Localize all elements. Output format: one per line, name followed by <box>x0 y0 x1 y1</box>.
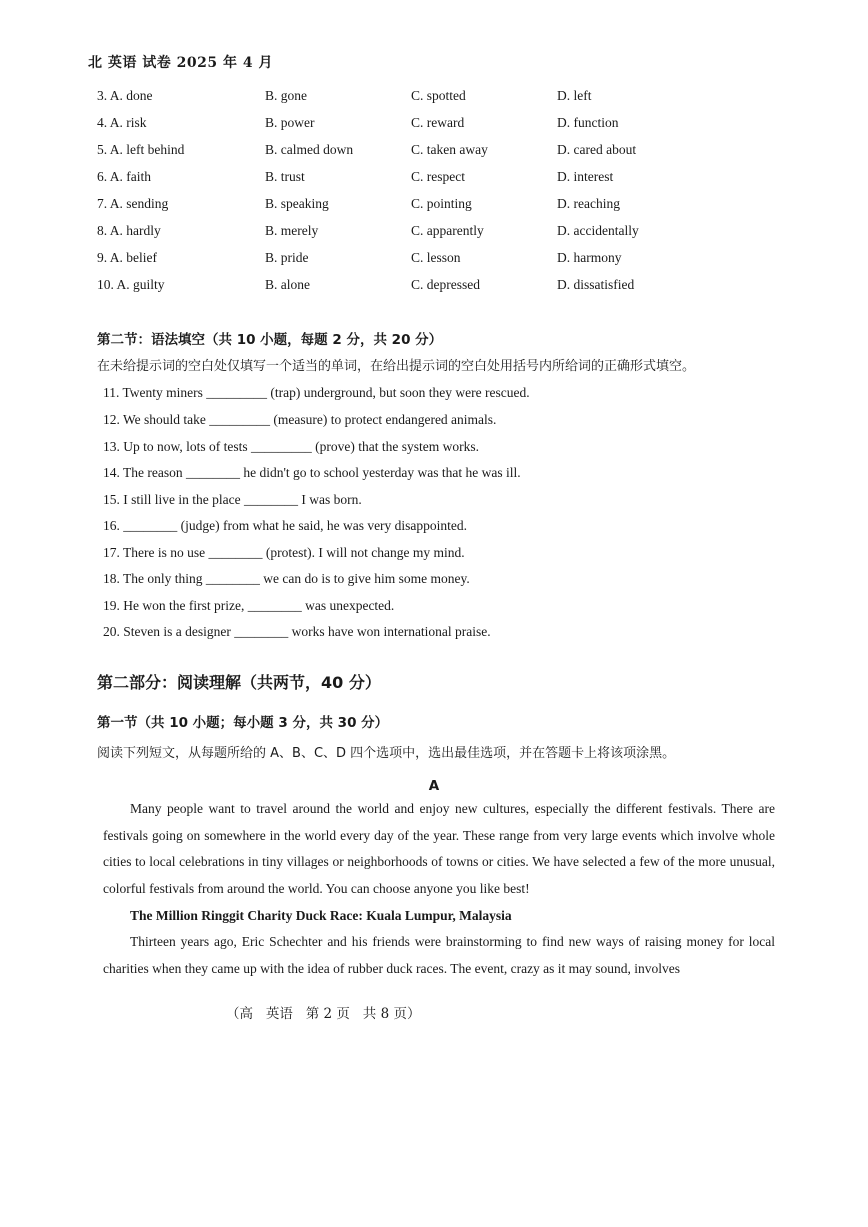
option-d: D. dissatisfied <box>557 277 635 292</box>
option-c: C. reward <box>411 115 465 130</box>
option-b: B. trust <box>265 169 305 184</box>
option-c: C. pointing <box>411 196 472 211</box>
grammar-item-15: 15. I still live in the place ________ I was born. <box>103 492 362 507</box>
option-a: 9. A. belief <box>97 250 157 265</box>
option-c: C. respect <box>411 169 465 184</box>
option-row-9 <box>0 250 868 270</box>
grammar-item-16: 16. ________ (judge) from what he said, he was very disappointed. <box>103 518 468 533</box>
option-b: B. speaking <box>265 196 329 211</box>
passage-subheading: The Million Ringgit Charity Duck Race: Kuala Lumpur, Malaysia <box>130 908 512 923</box>
option-c: C. taken away <box>411 142 488 157</box>
option-d: D. harmony <box>557 250 622 265</box>
option-c: C. spotted <box>411 88 466 103</box>
option-b: B. alone <box>265 277 310 292</box>
option-row-7 <box>0 196 868 216</box>
option-d: D. cared about <box>557 142 637 157</box>
option-row-10 <box>0 277 868 297</box>
option-c: C. apparently <box>411 223 484 238</box>
option-b: B. merely <box>265 223 319 238</box>
option-a: 3. A. done <box>97 88 153 103</box>
option-row-8 <box>0 223 868 243</box>
option-d: D. function <box>557 115 619 130</box>
passage-paragraph-2: Thirteen years ago, Eric Schechter and his friends were brainstorming to find new ways of raising money for local charities when they came up with the idea of rubber duck races. The event, crazy as it may sound, involves <box>103 934 775 976</box>
page-footer: （高 英语 第 2 页 共 8 页） <box>226 1006 421 1022</box>
passage-paragraph-1: Many people want to travel around the world and enjoy new cultures, especially the different festivals. There are festivals going on somewhere in the world every day of the year. These range from very large events which involve whole cities to local celebrations in tiny villages or neighborhoods of towns or cities. We have selected a few of the more unusual, colorful festivals from around the world. You can choose anyone you like best! <box>103 801 775 897</box>
option-b: B. gone <box>265 88 307 103</box>
option-d: D. reaching <box>557 196 620 211</box>
grammar-instruction: 在未给提示词的空白处仅填写一个适当的单词，在给出提示词的空白处用括号内所给词的正确形式填空。 <box>97 359 696 374</box>
option-b: B. pride <box>265 250 309 265</box>
option-a: 8. A. hardly <box>97 223 161 238</box>
option-row-5 <box>0 142 868 162</box>
reading-section-title: 第一节（共 10 小题；每小题 3 分，共 30 分） <box>97 715 389 731</box>
page-header: 北 英语 试卷 2025 年 4 月 <box>88 55 273 71</box>
reading-instruction: 阅读下列短文，从每题所给的 A、B、C、D 四个选项中，选出最佳选项，并在答题卡上将该项涂黑。 <box>97 746 676 761</box>
option-row-6 <box>0 169 868 189</box>
grammar-item-20: 20. Steven is a designer ________ works have won international praise. <box>103 624 491 639</box>
grammar-item-12: 12. We should take _________ (measure) to protect endangered animals. <box>103 412 497 427</box>
option-a: 4. A. risk <box>97 115 147 130</box>
option-a: 5. A. left behind <box>97 142 185 157</box>
grammar-item-14: 14. The reason ________ he didn't go to school yesterday was that he was ill. <box>103 465 521 480</box>
grammar-item-11: 11. Twenty miners _________ (trap) underground, but soon they were rescued. <box>103 385 530 400</box>
grammar-item-13: 13. Up to now, lots of tests _________ (prove) that the system works. <box>103 439 479 454</box>
option-a: 6. A. faith <box>97 169 151 184</box>
grammar-item-17: 17. There is no use ________ (protest). I will not change my mind. <box>103 545 465 560</box>
option-d: D. interest <box>557 169 614 184</box>
reading-part-title: 第二部分：阅读理解（共两节，40 分） <box>97 673 381 692</box>
passage-letter: A <box>428 778 440 794</box>
option-row-3 <box>0 88 868 108</box>
option-b: B. power <box>265 115 315 130</box>
grammar-item-19: 19. He won the first prize, ________ was unexpected. <box>103 598 395 613</box>
option-d: D. accidentally <box>557 223 639 238</box>
grammar-section-title: 第二节：语法填空（共 10 小题，每题 2 分，共 20 分） <box>97 332 443 348</box>
option-c: C. lesson <box>411 250 461 265</box>
option-b: B. calmed down <box>265 142 354 157</box>
option-a: 7. A. sending <box>97 196 169 211</box>
option-d: D. left <box>557 88 592 103</box>
option-row-4 <box>0 115 868 135</box>
grammar-item-18: 18. The only thing ________ we can do is to give him some money. <box>103 571 470 586</box>
option-c: C. depressed <box>411 277 480 292</box>
option-a: 10. A. guilty <box>97 277 165 292</box>
